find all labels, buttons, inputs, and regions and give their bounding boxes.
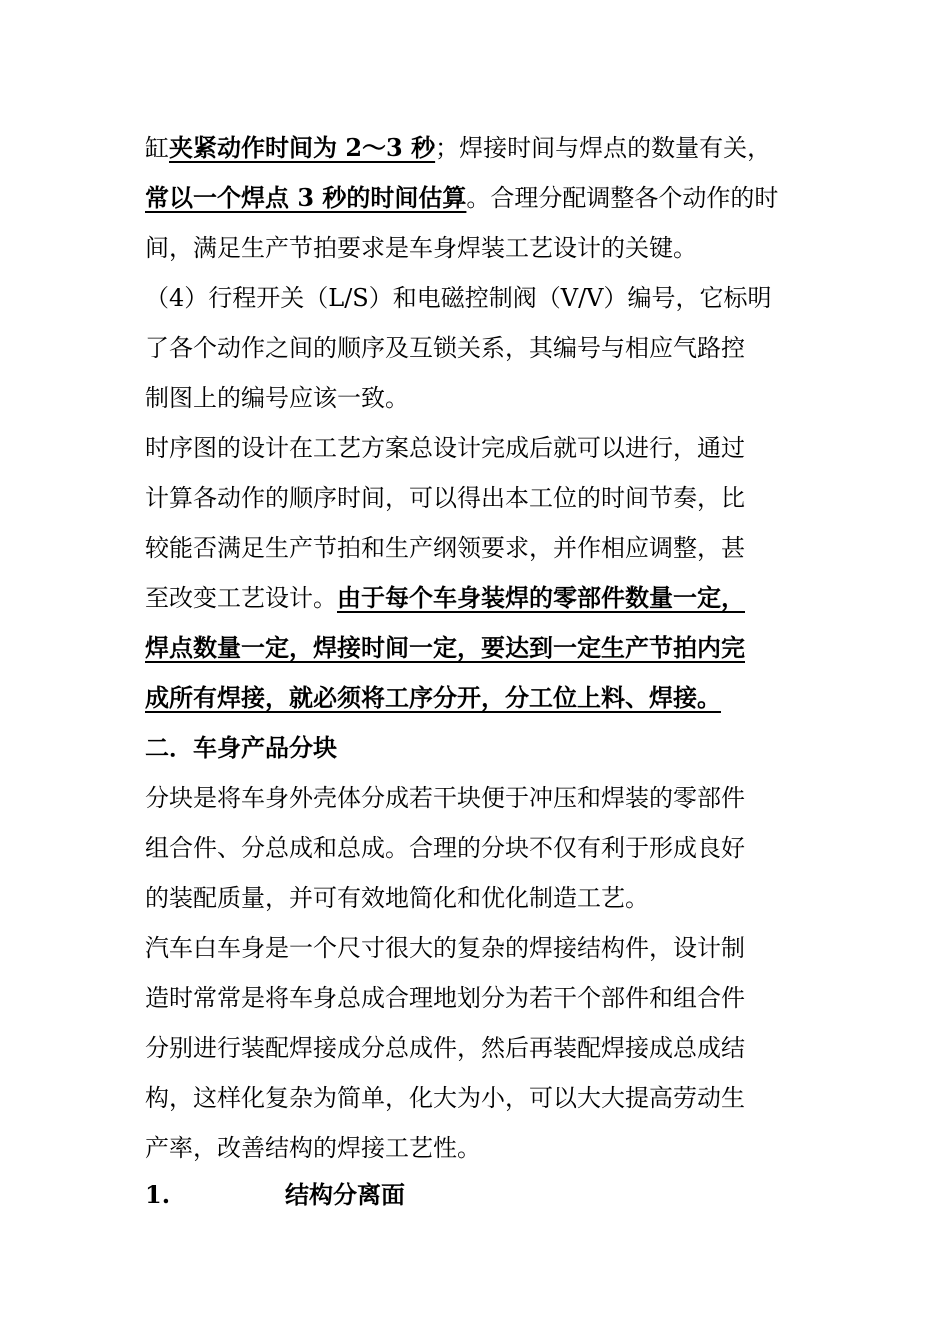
text-line (145, 523, 810, 573)
emphasis-text: 二．车身产品分块 (145, 733, 337, 762)
text-line (145, 123, 810, 173)
text-line (145, 873, 810, 923)
emphasis-text: 成所有焊接，就必须将工序分开，分工位上料、焊接。 (145, 683, 721, 712)
body-text: 。合理分配调整各个动作的时 (466, 184, 779, 212)
body-text: 了各个动作之间的顺序及互锁关系，其编号与相应气路控 (145, 334, 745, 362)
text-line (145, 773, 810, 823)
body-text: 制图上的编号应该一致。 (145, 384, 409, 412)
body-text: 汽车白车身是一个尺寸很大的复杂的焊接结构件，设计制 (145, 934, 745, 962)
text-line (145, 373, 810, 423)
text-line (145, 623, 810, 673)
text-line (145, 823, 810, 873)
body-text: 组合件、分总成和总成。合理的分块不仅有利于形成良好 (145, 834, 745, 862)
body-text: 分别进行装配焊接成分总成件，然后再装配焊接成总成结 (145, 1034, 745, 1062)
body-text: 至改变工艺设计。 (145, 584, 337, 612)
body-text: 间，满足生产节拍要求是车身焊装工艺设计的关键。 (145, 234, 697, 262)
body-text: 缸 (145, 134, 169, 162)
body-text: 时序图的设计在工艺方案总设计完成后就可以进行，通过 (145, 434, 745, 462)
body-text: ；焊接时间与焊点的数量有关， (435, 134, 772, 162)
text-line (145, 423, 810, 473)
text-line (145, 273, 810, 323)
body-text: 分块是将车身外壳体分成若干块便于冲压和焊装的零部件 (145, 784, 745, 812)
body-text: 计算各动作的顺序时间，可以得出本工位的时间节奏，比 (145, 484, 745, 512)
emphasis-text: 焊点数量一定，焊接时间一定，要达到一定生产节拍内完 (145, 633, 745, 662)
emphasis-text: 常以一个焊点 3 秒的时间估算 (145, 183, 467, 212)
text-line (145, 1073, 810, 1123)
body-text: 产率，改善结构的焊接工艺性。 (145, 1134, 481, 1162)
text-line (145, 323, 810, 373)
body-text: 造时常常是将车身总成合理地划分为若干个部件和组合件 (145, 984, 745, 1012)
text-line (145, 1023, 810, 1073)
section-title: 结构分离面 (285, 1180, 405, 1209)
text-line (145, 723, 810, 773)
text-line (145, 173, 810, 223)
body-text: 较能否满足生产节拍和生产纲领要求，并作相应调整，甚 (145, 534, 745, 562)
section-number: 1. (145, 1180, 171, 1209)
body-text: 的装配质量，并可有效地简化和优化制造工艺。 (145, 884, 649, 912)
body-text: 构，这样化复杂为简单，化大为小，可以大大提高劳动生 (145, 1084, 745, 1112)
text-line (145, 573, 810, 623)
text-line (145, 1123, 810, 1173)
emphasis-text: 由于每个车身装焊的零部件数量一定， (337, 583, 745, 612)
text-line (145, 673, 810, 723)
text-line (145, 473, 810, 523)
text-line (145, 923, 810, 973)
text-line (145, 973, 810, 1023)
body-text: （4）行程开关（L/S）和电磁控制阀（V/V）编号，它标明 (145, 284, 772, 312)
emphasis-text: 夹紧动作时间为 2～3 秒 (169, 133, 436, 162)
text-line (145, 223, 810, 273)
